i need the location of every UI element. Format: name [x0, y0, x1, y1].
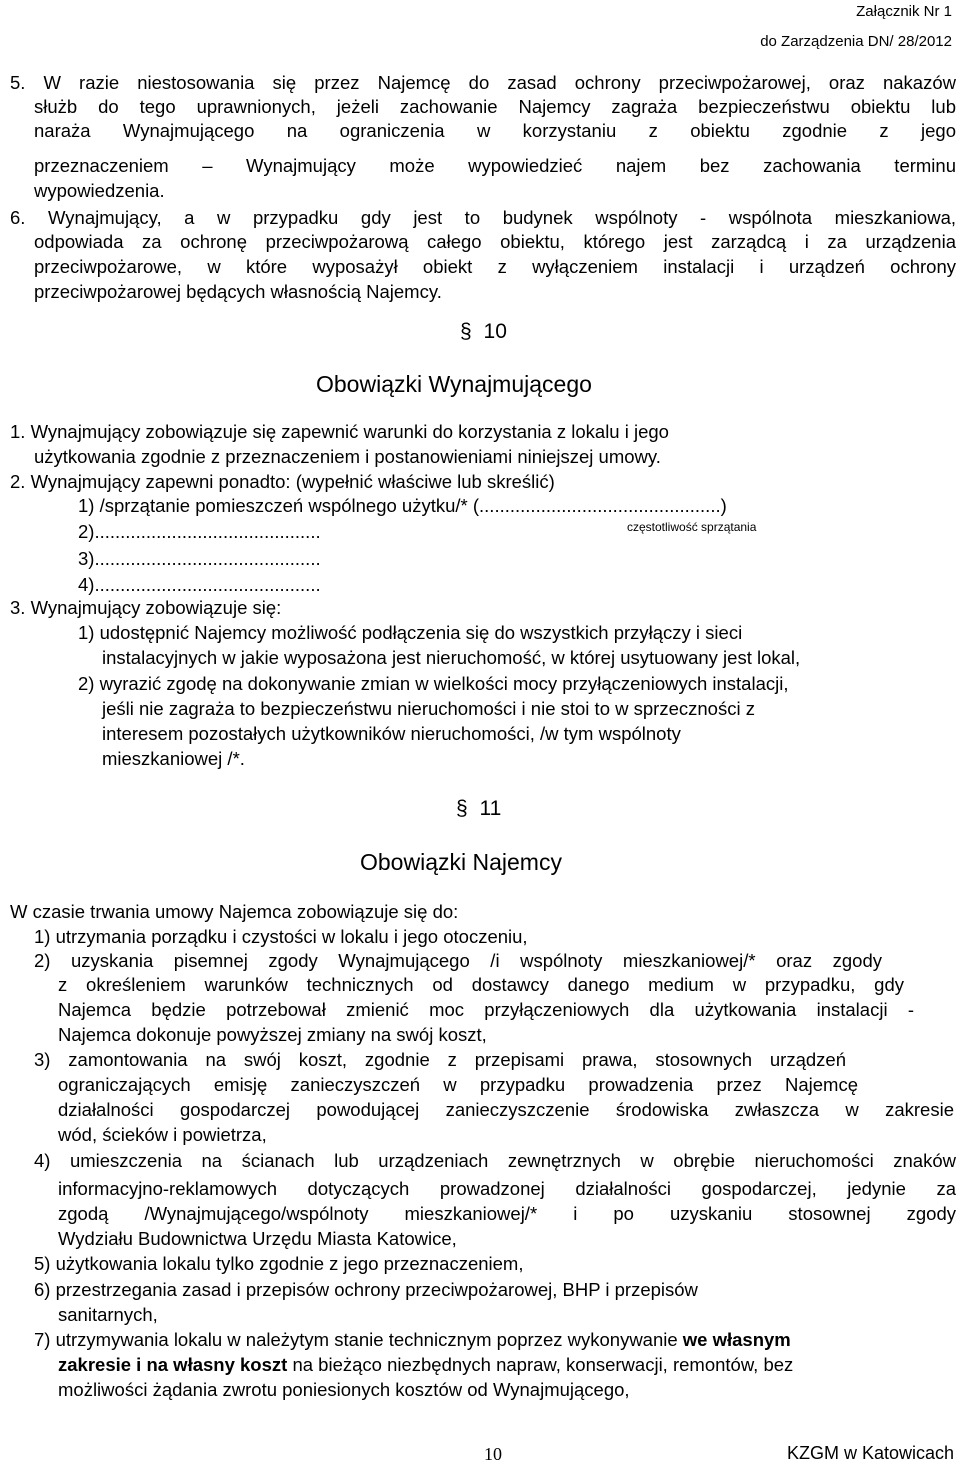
order-label: do Zarządzenia DN/ 28/2012	[760, 33, 952, 50]
text-line: mieszkaniowej /*.	[102, 748, 245, 769]
text-line: W czasie trwania umowy Najemca zobowiązuje się do:	[10, 901, 459, 922]
text-line: 2. Wynajmujący zapewni ponadto: (wypełnić właściwe lub skreślić)	[10, 471, 555, 492]
text-line: ograniczających emisję zanieczyszczeń w przypadku prowadzenia przez Najemcę	[58, 1074, 858, 1095]
text-line: służb do tego uprawnionych, jeżeli zachowanie Najemcy zagraża bezpieczeństwu obiektu lub	[34, 96, 956, 117]
text-line: odpowiada za ochronę przeciwpożarową całego obiektu, którego jest zarządcą i za urządzenia	[34, 231, 956, 252]
text-line: przeciwpożarowe, w które wyposażył obiekt z wyłączeniem instalacji i urządzeń ochrony	[34, 256, 956, 277]
text-line: wypowiedzenia.	[34, 180, 165, 201]
section-10-title: Obowiązki Wynajmującego	[316, 371, 592, 397]
text-segment: 7) utrzymywania lokalu w należytym stanie technicznym poprzez wykonywanie	[34, 1329, 683, 1350]
text-line: Najemca będzie potrzebował zmienić moc przyłączeniowych dla użytkowania instalacji -	[58, 999, 914, 1020]
text-line	[34, 1329, 791, 1351]
text-line: Najemca dokonuje powyższej zmiany na swój koszt,	[58, 1024, 487, 1045]
section-10-number	[460, 320, 507, 344]
text-line: działalności gospodarczej powodującej zanieczyszczenie środowiska zwłaszcza w zakresie	[58, 1099, 954, 1120]
text-line: 5. W razie niestosowania się przez Najemcę do zasad ochrony przeciwpożarowej, oraz nakazów	[10, 72, 956, 93]
attachment-label: Załącznik Nr 1	[856, 3, 952, 20]
text-line: 1. Wynajmujący zobowiązuje się zapewnić warunki do korzystania z lokalu i jego	[10, 421, 669, 442]
section-number: 10	[483, 320, 507, 343]
paragraph-sign: §	[456, 797, 468, 820]
text-line: 3)............................................	[78, 548, 321, 569]
paragraph-sign: §	[460, 320, 472, 343]
text-segment: na bieżąco niezbędnych napraw, konserwacji, remontów, bez	[287, 1354, 794, 1375]
text-line: 2) wyrazić zgodę na dokonywanie zmian w wielkości mocy przyłączeniowych instalacji,	[78, 673, 789, 694]
section-11-title: Obowiązki Najemcy	[360, 849, 562, 875]
text-line: 6. Wynajmujący, a w przypadku gdy jest to budynek wspólnoty - wspólnota mieszkaniowa,	[10, 207, 956, 228]
text-line: z określeniem warunków technicznych od dostawcy danego medium w przypadku, gdy	[58, 974, 904, 995]
text-line: przeciwpożarowej będących własnością Najemcy.	[34, 281, 442, 302]
text-line: możliwości żądania zwrotu poniesionych kosztów od Wynajmującego,	[58, 1379, 630, 1400]
bold-segment: zakresie i na własny koszt	[58, 1354, 288, 1375]
text-line: 6) przestrzegania zasad i przepisów ochrony przeciwpożarowej, BHP i przepisów	[34, 1279, 698, 1300]
section-11-number	[456, 797, 501, 821]
text-line: 2) uzyskania pisemnej zgody Wynajmującego /i wspólnoty mieszkaniowej/* oraz zgody	[34, 950, 882, 971]
text-line: użytkowania zgodnie z przeznaczeniem i postanowieniami niniejszej umowy.	[34, 446, 661, 467]
text-line: instalacyjnych w jakie wyposażona jest nieruchomość, w której usytuowany jest lokal,	[102, 647, 801, 668]
text-line: 2)............................................	[78, 521, 321, 542]
bold-segment: we własnym	[682, 1329, 791, 1350]
text-line: informacyjno-reklamowych dotyczących prowadzonej działalności gospodarczej, jedynie za	[58, 1178, 956, 1199]
frequency-note: częstotliwość sprzątania	[627, 520, 757, 534]
text-line: wód, ścieków i powietrza,	[58, 1124, 267, 1145]
text-line: 1) /sprzątanie pomieszczeń wspólnego użytku/* (...............................................)	[78, 495, 727, 516]
text-line: 1) udostępnić Najemcy możliwość podłączenia się do wszystkich przyłączy i sieci	[78, 622, 743, 643]
text-line	[58, 1354, 793, 1376]
text-line: 3) zamontowania na swój koszt, zgodnie z przepisami prawa, stosownych urządzeń	[34, 1049, 846, 1070]
text-line: naraża Wynajmującego na ograniczenia w korzystaniu z obiektu zgodnie z jego	[34, 120, 956, 141]
text-line: 3. Wynajmujący zobowiązuje się:	[10, 597, 282, 618]
page-number: 10	[484, 1444, 502, 1464]
text-line: 5) użytkowania lokalu tylko zgodnie z jego przeznaczeniem,	[34, 1253, 524, 1274]
section-number: 11	[479, 797, 502, 820]
text-line: sanitarnych,	[58, 1304, 158, 1325]
text-line: interesem pozostałych użytkowników nieruchomości, /w tym wspólnoty	[102, 723, 681, 744]
text-line: przeznaczeniem – Wynajmujący może wypowiedzieć najem bez zachowania terminu	[34, 155, 956, 176]
text-line: zgodą /Wynajmującego/wspólnoty mieszkaniowej/* i po uzyskaniu stosownej zgody	[58, 1203, 956, 1224]
footer-organization: KZGM w Katowicach	[786, 1443, 954, 1463]
text-line: 4)............................................	[78, 574, 321, 595]
text-line: jeśli nie zagraża to bezpieczeństwu nieruchomości i nie stoi to w sprzeczności z	[102, 698, 755, 719]
text-line: 1) utrzymania porządku i czystości w lokalu i jego otoczeniu,	[34, 926, 528, 947]
text-line: Wydziału Budownictwa Urzędu Miasta Katowice,	[58, 1228, 457, 1249]
text-line: 4) umieszczenia na ścianach lub urządzeniach zewnętrznych w obrębie nieruchomości znaków	[34, 1150, 956, 1171]
